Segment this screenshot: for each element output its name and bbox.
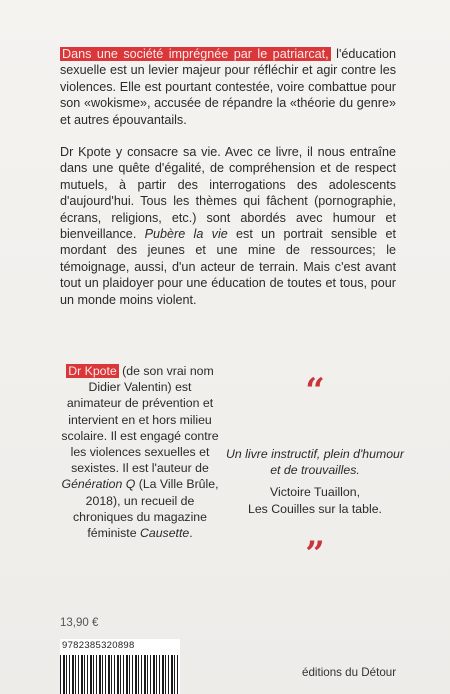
author-bio: [60, 363, 220, 541]
blurb-paragraph-1-text: l'éducation sexuelle est un levier majeur pour réfléchir et agir contre les violences. Elle est pourtant contestée, voire combattue pour son «wokisme», accusée de répandre la «théorie du genre» et autres épouvantails.: [60, 47, 396, 127]
magazine-title: Causette: [139, 526, 190, 541]
quote-source: Les Couilles sur la table.: [248, 501, 382, 516]
author-name-highlight: Dr Kpote: [68, 364, 117, 378]
book-title: Pubère la vie: [144, 227, 228, 242]
publisher-name: éditions du Détour: [302, 666, 397, 679]
review-quote: [225, 371, 405, 574]
barcode-bars: [60, 655, 180, 694]
quote-text: Un livre instructif, plein d'humour et de trouvailles.: [226, 447, 404, 477]
barcode: [60, 639, 180, 694]
isbn-number: 9782385320898: [62, 640, 135, 651]
price: 13,90 €: [60, 617, 99, 629]
highlighted-opening: Dans une société imprégnée par le patriarcat,: [62, 47, 329, 61]
close-quote-icon: ”: [305, 534, 325, 574]
author-bio-text-b: (La Ville Brûle, 2018), un recueil de chroniques du magazine féministe: [73, 477, 219, 541]
previous-book-title: Génération Q: [61, 477, 136, 492]
blurb-paragraph-1: [60, 46, 396, 128]
quote-author: Victoire Tuaillon,: [270, 485, 360, 499]
blurb: [60, 46, 396, 324]
author-bio-text-a: (de son vrai nom Didier Valentin) est animateur de prévention et intervient en et hors milieu scolaire. Il est engagé contre les violences sexuelles et sexistes. Il est l'auteur de: [61, 364, 219, 476]
blurb-paragraph-2-text-b: est un portrait sensible et mordant des jeunes et une mine de ressources; le témoignage, aussi, d'un acteur de terrain. Mais c'est avant tout un plaidoyer pour une éducation de toutes et tous, pour un monde moins violent.: [60, 227, 396, 307]
blurb-paragraph-2-text-a: Dr Kpote y consacre sa vie. Avec ce livre, il nous entraîne dans une quête d'égalité, de compréhension et de respect mutuels, à partir des interrogations des adolescents d'aujourd'hui. Tous les thèmes qui fâchent (pornographie, écrans, religions, etc.) sont abordés avec humour et bienveillance.: [60, 145, 396, 242]
blurb-paragraph-2: [60, 144, 396, 308]
author-bio-text-c: .: [189, 526, 193, 541]
open-quote-icon: “: [305, 371, 325, 411]
